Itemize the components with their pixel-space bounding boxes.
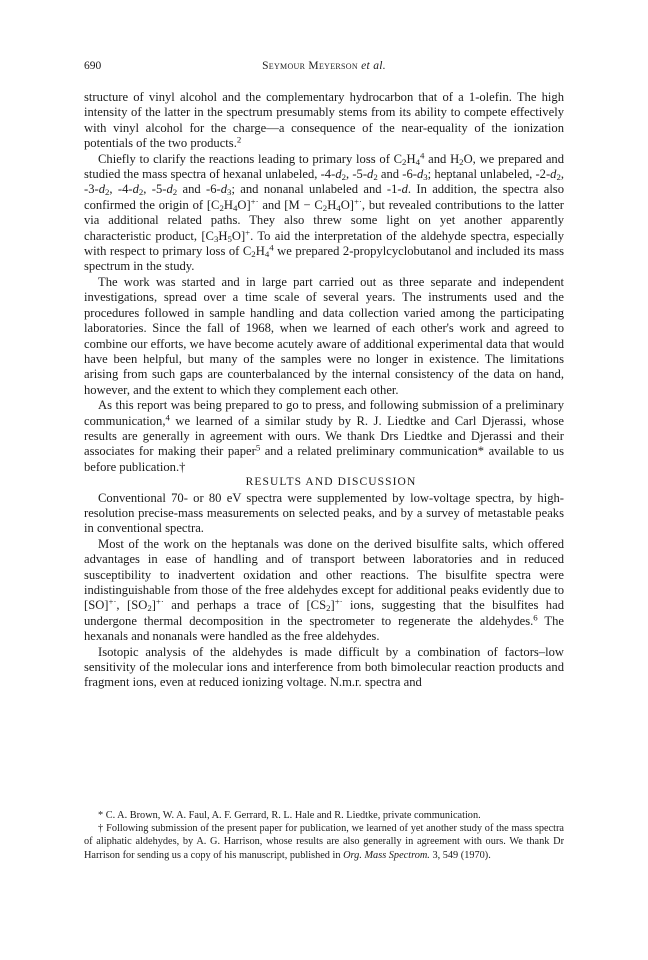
subscript: 2 — [138, 187, 144, 198]
reference-marker: 6 — [533, 612, 538, 623]
footnote-marker: † — [179, 459, 186, 474]
subscript: 2 — [326, 603, 331, 614]
deuterium-label: d — [166, 182, 173, 197]
deuterium-label: d — [335, 167, 342, 182]
reference-marker: 4 — [269, 242, 274, 253]
subscript: 2 — [341, 172, 347, 183]
text-run: Most of the work on the heptanals was done on the derived bisulfite salts, which offered advantages in ease of handling and of transport between laboratories and in reduced susceptibility to inadvertent oxidation and other reactions. The bisulfite spectra were indistinguishable from those of the free aldehydes except for additional peaks evidently due to [SO] — [84, 536, 564, 613]
deuterium-label: d — [132, 182, 139, 197]
text-run: The work was started and in large part carried out as three separate and independent investigations, spread over a time scale of several years. The instruments used and the procedures followed in sample handling and data collection varied among the participating laboratories. Since the fall of 1968, when we learned of each other's work and agreed to combine our efforts, we have become acutely aware of additional experimental data that would have been helpful, but many of the samples were no longer in existence. The limitations arising from such gaps are counterbalanced by the internal consistency of the data on hand, however, and the extent to which they complement each other. — [84, 274, 564, 397]
body-text — [84, 90, 564, 691]
text-run: ; heptanal unlabeled, -2- — [427, 167, 551, 182]
charge-marker: +· — [334, 597, 343, 607]
text-run: H — [218, 228, 228, 243]
footnote-marker: * — [477, 444, 485, 459]
subscript: 4 — [264, 249, 270, 260]
journal-name: Org. Mass Spectrom. — [343, 849, 430, 861]
deuterium-label: d — [550, 167, 557, 182]
subscript: 2 — [219, 203, 224, 214]
text-run: , [SO — [116, 598, 148, 613]
subscript: 2 — [402, 156, 407, 167]
reference-marker: 2 — [236, 134, 242, 145]
subscript: 2 — [373, 172, 378, 183]
text-run: , -3- — [84, 167, 565, 197]
text-run: and a related preliminary communication — [260, 444, 478, 459]
footnotes — [84, 809, 564, 862]
paragraph-5 — [84, 491, 564, 537]
text-run: and H — [424, 151, 460, 166]
text-run: and [M − C — [258, 197, 323, 212]
text-run: O] — [231, 228, 246, 243]
text-run: As this report was being prepared to go to press, and following submission of a preliminary communication, — [84, 398, 564, 428]
footnote-private-communication: * C. A. Brown, W. A. Faul, A. F. Gerrard, R. L. Hale and R. Liedtke, private communication. — [98, 810, 481, 821]
subscript: 2 — [251, 249, 256, 260]
running-author: Seymour Meyerson — [262, 60, 358, 72]
deuterium-label: d — [367, 167, 374, 182]
paragraph-3 — [84, 275, 564, 398]
footnote-harrison — [84, 822, 564, 862]
text-run: O, we prepared and studied the mass spectra of hexanal unlabeled, -4- — [84, 151, 565, 182]
subscript: 4 — [336, 203, 341, 214]
text-run: H — [255, 244, 265, 259]
subscript: 4 — [232, 203, 238, 214]
text-run: ; and nonanal unlabeled and -1- — [231, 182, 402, 197]
deuterium-label: d — [401, 182, 408, 197]
subscript: 2 — [556, 172, 561, 183]
paragraph-7 — [84, 645, 564, 691]
text-run: , -4- — [109, 182, 133, 197]
text-run: † Following submission of the present paper for publication, we learned of yet another study of the mass spectra of aliphatic aldehydes, by A. G. Harrison, whose results are also generally in agreement with ours. We thank Dr Harrison for sending us a copy of his manuscript, published in — [84, 823, 564, 861]
subscript: 5 — [227, 233, 232, 244]
paragraph-4 — [84, 398, 564, 475]
text-run: and -6- — [377, 167, 417, 182]
subscript: 3 — [227, 187, 232, 198]
section-heading: RESULTS AND DISCUSSION — [245, 476, 417, 489]
text-run: ] — [330, 598, 335, 613]
text-run: Chiefly to clarify the reactions leading to primary loss of C — [98, 151, 403, 166]
charge-marker: +· — [155, 597, 164, 607]
text-run: ions, suggesting that the bisulfites had undergone thermal decomposition in the spectrometer to regenerate the aldehydes. — [84, 598, 564, 628]
paragraph-1 — [84, 90, 564, 152]
text-run: O] — [237, 197, 251, 212]
subscript: 2 — [104, 187, 110, 198]
deuterium-label: d — [98, 182, 105, 197]
charge-marker: +· — [354, 196, 362, 207]
charge-marker: +· — [108, 597, 117, 607]
text-run: H — [223, 197, 233, 212]
text-run: Conventional 70- or 80 eV spectra were supplemented by low-voltage spectra, by high-resolution precise-mass measurements on selected peaks, and by a survey of metastable peaks in conventional spectra. — [84, 490, 564, 536]
text-run: we prepared 2-propylcyclobutanol and included its mass spectrum in the study. — [84, 244, 565, 274]
reference-marker: 4 — [419, 150, 425, 161]
text-run: ] — [151, 598, 156, 613]
subscript: 2 — [172, 187, 178, 198]
text-run: Isotopic analysis of the aldehydes is made difficult by a combination of factors–low sensitivity of the molecular ions and interference from both bimolecular reaction products and fragment ions, even at reduced ionizing voltage. N.m.r. spectra and — [84, 644, 564, 690]
deuterium-label: d — [416, 167, 424, 182]
subscript: 2 — [459, 156, 464, 167]
text-run: , -5- — [346, 167, 368, 182]
deuterium-label: d — [220, 182, 228, 197]
running-title — [84, 60, 564, 72]
text-run: . To aid the interpretation of the aldehyde spectra, especially with respect to primary loss of C — [84, 228, 564, 259]
subscript: 2 — [147, 603, 152, 614]
text-run: , but revealed contributions to the latter via additional related paths. They also threw some light on yet another apparently characteristic product, [C — [84, 197, 564, 243]
charge-marker: +· — [250, 196, 259, 207]
charge-marker: + — [245, 227, 251, 238]
text-run: H — [327, 197, 337, 212]
text-run: , -5- — [143, 182, 167, 197]
subscript: 3 — [213, 233, 219, 244]
text-run: . In addition, the spectra also confirmed the origin of [C — [84, 182, 565, 212]
subscript: 2 — [322, 203, 328, 214]
subscript: 4 — [415, 156, 420, 167]
reference-marker: 4 — [165, 412, 170, 423]
text-run: and -6- — [177, 182, 221, 197]
paragraph-6 — [84, 537, 564, 645]
page-number: 690 — [84, 60, 102, 72]
text-run: we learned of a similar study by R. J. Liedtke and Carl Djerassi, whose results are generally in agreement with ours. We thank Drs Liedtke and Djerassi and their associates for making their paper — [84, 413, 564, 459]
text-run: structure of vinyl alcohol and the complementary hydrocarbon that of a 1-olefin. The high intensity of the latter in the spectrum presumably stems from its ability to compete effectively with vinyl alcohol for the charge—a consequence of the near-equality of the ionization potentials of the two products. — [84, 90, 564, 151]
text-run: H — [406, 151, 416, 166]
paragraph-2 — [84, 152, 564, 275]
text-run: and perhaps a trace of [CS — [163, 598, 327, 613]
text-run: The hexanals and nonanals were handled as the free aldehydes. — [84, 613, 564, 644]
text-run: 3, 549 (1970). — [429, 849, 491, 861]
subscript: 3 — [423, 172, 428, 183]
running-header — [84, 60, 564, 76]
text-run: available to us before publication. — [84, 444, 564, 474]
text-run: O] — [340, 197, 354, 212]
reference-marker: 5 — [255, 442, 261, 453]
running-etal: et al. — [361, 60, 386, 72]
